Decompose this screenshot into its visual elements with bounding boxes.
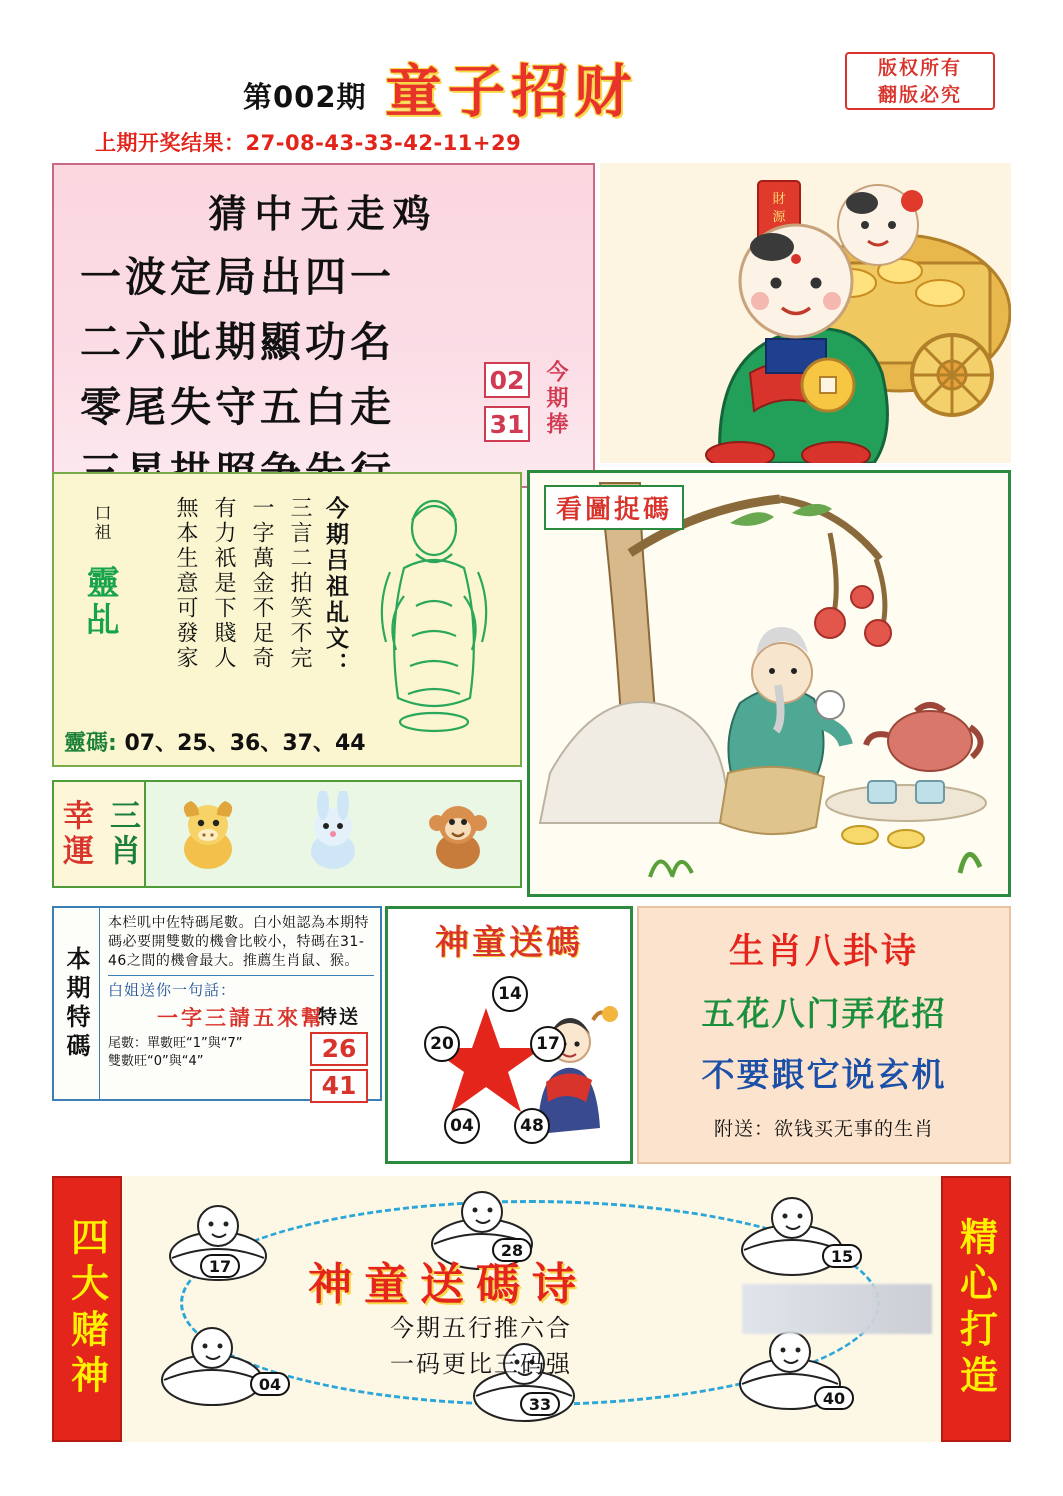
poem-heading: 猜中无走鸡 (208, 191, 439, 236)
lvzu-verse-1: 三言二拍笑不完 (287, 496, 312, 671)
bagua-line-1: 生肖八卦诗 (728, 931, 919, 972)
copyright-line-1: 版权所有 (877, 57, 962, 79)
lvzu-verse-2: 一字萬金不足奇 (249, 496, 274, 671)
picture-riddle-label: 看圖捉碼 (544, 485, 684, 530)
bagua-line-4: 附送：欲钱买无事的生肖 (713, 1118, 934, 1140)
shentong-ball-5: 48 (514, 1108, 550, 1144)
tesong-code-2: 41 (310, 1069, 368, 1103)
rabbit-icon (290, 791, 376, 877)
lvzu-title: 今期吕祖乩文： (322, 496, 349, 678)
illustration-svg (600, 163, 1011, 463)
special-code-label (54, 908, 100, 1099)
lucky-zodiac-panel (52, 780, 522, 888)
lvzu-codes (64, 726, 366, 757)
bottom-ball-3: 15 (822, 1244, 862, 1268)
special-code-tail-2: 雙數旺“0”與“4” (108, 1054, 204, 1069)
tesong-code-1: 26 (310, 1032, 368, 1066)
lvzu-left-small: 口祖 (90, 504, 111, 542)
lucky-zodiac-label (54, 782, 146, 886)
poem-line-3: 零尾失守五白走 (80, 383, 395, 431)
lucky-label-red: 幸運 (57, 799, 93, 869)
last-draw-result: 上期开奖结果：27-08-43-33-42-11+29 (95, 131, 522, 155)
poem-featured-numbers (484, 360, 571, 444)
bottom-ball-4: 04 (250, 1372, 290, 1396)
bottom-ball-1: 17 (200, 1254, 240, 1278)
bottom-subtitle-1: 今期五行推六合 (390, 1314, 572, 1342)
svg-text:源: 源 (772, 210, 786, 225)
special-code-answer: 一字三請五來幫 (157, 1006, 325, 1030)
shentong-ball-4: 04 (444, 1108, 480, 1144)
tesong-title: 特送 (317, 1006, 360, 1028)
tesong-panel (310, 1002, 368, 1103)
bottom-strip-inner (122, 1176, 941, 1442)
poem-panel (52, 163, 595, 488)
left-banner-text: 四大赌神 (64, 1217, 110, 1401)
shentong-ball-3: 17 (530, 1026, 566, 1062)
poem-line-2: 二六此期顯功名 (80, 318, 395, 366)
blurred-watermark (742, 1284, 932, 1334)
lvzu-codes-label: 靈碼: (64, 731, 117, 756)
bagua-line-2: 五花八门弄花招 (701, 994, 947, 1033)
right-banner-text: 精心打造 (953, 1217, 999, 1401)
lvzu-oracle-panel (52, 472, 522, 767)
shentong-star-area (388, 964, 630, 1164)
shentong-ball-1: 14 (492, 976, 528, 1012)
copyright-stamp (845, 52, 995, 110)
lucky-label-green: 三肖 (104, 799, 140, 869)
bottom-ball-2: 28 (492, 1238, 532, 1262)
divider (108, 975, 374, 976)
copyright-line-2: 翻版必究 (877, 84, 962, 106)
lvzu-codes-values: 07、25、36、37、44 (124, 731, 366, 756)
zodiac-bagua-poem-panel (637, 906, 1011, 1164)
issue-number: 第002期 (243, 80, 367, 114)
special-code-paragraph: 本栏叽中佐特碼尾數。白小姐認為本期特碼必要開雙數的機會比較小，特碼在31-46之間的機會最大。推薦生肖鼠、猴。 (108, 915, 369, 969)
picture-riddle-svg (530, 473, 1008, 894)
lvzu-verse-3: 有力祇是下賤人 (211, 496, 236, 671)
shentong-ball-2: 20 (424, 1026, 460, 1062)
goddess-svg (354, 476, 514, 736)
monkey-icon (415, 791, 501, 877)
bottom-ball-5: 33 (520, 1392, 560, 1416)
left-banner (52, 1176, 122, 1442)
lvzu-left-label (66, 488, 136, 642)
lvzu-left-big: 靈乩 (81, 565, 121, 639)
bottom-subtitle-2: 一码更比三码强 (390, 1350, 572, 1378)
special-code-label-text: 本期特碼 (62, 945, 91, 1062)
golden-boys-illustration (600, 163, 1011, 463)
featured-number-1: 02 (484, 362, 530, 398)
bottom-title: 神童送碼诗 (308, 1259, 588, 1310)
svg-text:財: 財 (772, 192, 786, 207)
poem-line-1: 一波定局出四一 (80, 253, 395, 301)
shentong-code-panel (385, 906, 633, 1164)
lvzu-verse-4: 無本生意可發家 (173, 496, 198, 671)
picture-riddle-panel (527, 470, 1011, 897)
featured-number-2: 31 (484, 406, 530, 442)
bagua-line-3: 不要跟它说玄机 (701, 1055, 947, 1094)
special-code-tail-1: 尾數：單數旺“1”與“7” (108, 1036, 243, 1051)
right-banner (941, 1176, 1011, 1442)
goddess-illustration (354, 476, 514, 736)
shentong-title: 神童送碼 (435, 923, 583, 963)
featured-number-label: 今期捧 (543, 360, 568, 438)
lucky-zodiac-animals (146, 791, 520, 877)
page-title: 童子招财 (385, 58, 637, 125)
special-code-question: 白姐送你一句話： (108, 981, 237, 999)
ox-icon (165, 791, 251, 877)
bottom-ball-6: 40 (814, 1386, 854, 1410)
